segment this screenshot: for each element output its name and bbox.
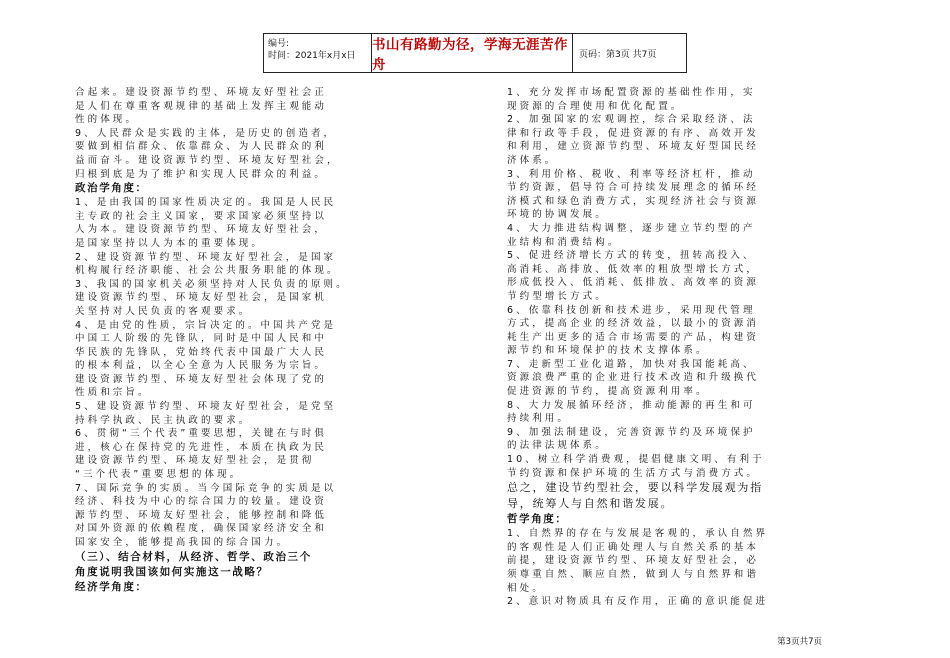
text-line: 源节约型、环境友好型社会，能够控制和降低 xyxy=(75,509,328,521)
section-heading: 角度说明我国该如何实施这一战略？ xyxy=(75,565,269,578)
text-line: 6、贯彻“三个代表”重要思想，关键在与时俱 xyxy=(75,428,327,440)
section-heading: 经济学角度： xyxy=(75,580,148,593)
header-number-label: 编号: xyxy=(268,39,290,49)
text-line: 归根到底是为了维护和实现人民群众的利益。 xyxy=(75,168,328,180)
text-line: 5、促进经济增长方式的转变，扭转高投入、 xyxy=(507,250,756,262)
header-motto: 书山有路勤为径，学海无涯苦作舟 xyxy=(372,34,573,72)
text-line: 关坚持对人民负责的客观要求。 xyxy=(75,305,252,317)
left-column xyxy=(75,86,449,595)
text-line: 节约资源和保护环境的生活方式与消费方式。 xyxy=(507,467,760,479)
text-line: 6、依靠科技创新和技术进步，采用现代管理 xyxy=(507,304,756,316)
text-line: 高消耗、高排放、低效率的粗放型增长方式， xyxy=(507,263,760,275)
text-line: 2、意识对物质具有反作用，正确的意识能促进 xyxy=(507,596,769,608)
text-line: 国家安全，能够提高我国的综合国力。 xyxy=(75,537,290,548)
text-line: 中国工人阶级的先锋队，同时是中国人民和中 xyxy=(75,333,328,345)
text-line: 要做到相信群众、依靠群众、为人民群众的利 xyxy=(75,141,328,153)
text-line: 相处。 xyxy=(507,582,545,594)
text-line: 主专政的社会主义国家，要求国家必须坚持以 xyxy=(75,210,328,222)
text-line: 建设资源节约型、环境友好型社会，是国家机 xyxy=(75,292,328,304)
header-time-label: 时间：2021年x月x日 xyxy=(268,51,356,61)
text-line: 8、大力发展循环经济，推动能源的再生和可 xyxy=(507,399,756,411)
text-line: 5、建设资源节约型、环境友好型社会，是党坚 xyxy=(75,401,337,413)
text-line: 建设资源节约型、环境友好型社会体现了党的 xyxy=(75,373,328,385)
text-line: 1、自然界的存在与发展是客观的，承认自然界 xyxy=(507,528,769,540)
header-page-label: 页码：第3页 共7页 xyxy=(579,49,657,60)
text-line: 前提，建设资源节约型、环境友好型社会，必 xyxy=(507,555,760,567)
text-line: 持科学执政、民主执政的要求。 xyxy=(75,414,252,426)
text-line: 济体系。 xyxy=(507,154,558,166)
text-line: 2、建设资源节约型、环境友好型社会，是国家 xyxy=(75,251,337,263)
text-line: 节约型增长方式。 xyxy=(507,290,608,302)
text-line: “三个代表”重要思想的体现。 xyxy=(75,469,243,481)
text-line: 资源浪费严重的企业进行技术改造和升级换代 xyxy=(507,372,760,384)
text-line: 持续利用。 xyxy=(507,413,571,425)
text-line: 业结构和消费结构。 xyxy=(507,236,621,248)
text-line: 的客观性是人们正确处理人与自然关系的基本 xyxy=(507,541,760,553)
text-line: 3、我国的国家机关必须坚持对人民负责的原则。 xyxy=(75,278,349,290)
text-line: 律和行政等手段，促进资源的有序、高效开发 xyxy=(507,127,760,139)
text-line: 1、是由我国的国家性质决定的。我国是人民民 xyxy=(75,197,337,209)
text-line: 是国家坚持以人为本的重要体现。 xyxy=(75,237,265,249)
text-line: 9、人民群众是实践的主体，是历史的创造者， xyxy=(75,127,337,139)
section-heading: 政治学角度： xyxy=(75,182,148,195)
text-line: 建设资源节约型、环境友好型社会，是贯彻 xyxy=(75,455,315,467)
text-line: 的根本利益，以全心全意为人民服务为宗旨。 xyxy=(75,360,328,372)
text-line: 进，核心在保持党的先进性，本质在执政为民 xyxy=(75,441,328,453)
text-line: 导，统筹人与自然和谐发展。 xyxy=(507,497,674,511)
text-line: 的法律法规体系。 xyxy=(507,440,608,452)
text-line: 性质和宗旨。 xyxy=(75,387,151,399)
section-heading: 哲学角度： xyxy=(507,513,568,526)
text-line: 4、是由党的性质，宗旨决定的。中国共产党是 xyxy=(75,319,337,331)
text-line: 2、加强国家的宏观调控，综合采取经济、法 xyxy=(507,114,756,126)
text-line: 总之，建设节约型社会，要以科学发展观为指 xyxy=(507,481,763,495)
section-heading: （三）、结合材料，从经济、哲学、政治三个 xyxy=(75,550,312,563)
text-line: 性的体现。 xyxy=(75,114,139,126)
text-line: 是人们在尊重客观规律的基础上发挥主观能动 xyxy=(75,100,328,112)
text-line: 耗生产出更多的适合市场需要的产品，构建资 xyxy=(507,331,760,343)
right-column xyxy=(507,86,881,609)
page-header xyxy=(263,33,687,73)
header-meta xyxy=(264,34,372,72)
text-line: 3、利用价格、税收、利率等经济杠杆，推动 xyxy=(507,168,756,180)
text-line: 7、国际竞争的实质。当今国际竞争的实质是以 xyxy=(75,482,337,494)
text-line: 现资源的合理使用和优化配置。 xyxy=(507,100,684,112)
text-line: 益而奋斗。建设资源节约型、环境友好型社会， xyxy=(75,154,340,166)
text-line: 9、加强法制建设，完善资源节约及环境保护 xyxy=(507,426,756,438)
text-line: 源节约和环境保护的技术支撑体系。 xyxy=(507,345,709,357)
text-line: 对国外资源的依赖程度，确保国家经济安全和 xyxy=(75,523,328,535)
text-line: 10、树立科学消费观，提倡健康文明、有利于 xyxy=(507,454,765,466)
page-footer: 第3页共7页 xyxy=(777,637,822,647)
text-line: 和利用，建立资源节约型、环境友好型国民经 xyxy=(507,141,760,153)
text-line: 合起来。建设资源节约型、环境友好型社会正 xyxy=(75,87,328,98)
text-line: 1、充分发挥市场配置资源的基础性作用，实 xyxy=(507,87,756,98)
text-line: 4、大力推进结构调整，逐步建立节约型的产 xyxy=(507,222,756,234)
text-line: 方式，提高企业的经济效益，以最小的资源消 xyxy=(507,318,760,330)
text-line: 环境的协调发展。 xyxy=(507,209,608,221)
text-line: 经济、科技为中心的综合国力的较量。建设资 xyxy=(75,496,328,508)
text-line: 须尊重自然、顺应自然，做到人与自然界和谐 xyxy=(507,569,760,580)
text-line: 人为本。建设资源节约型、环境友好型社会， xyxy=(75,224,328,236)
text-line: 济模式和绿色消费方式，实现经济社会与资源 xyxy=(507,195,760,207)
text-line: 形成低投入、低消耗、低排放、高效率的资源 xyxy=(507,277,760,289)
text-line: 节约资源，倡导符合可持续发展理念的循环经 xyxy=(507,182,760,194)
text-line: 机构履行经济职能、社会公共服务职能的体现。 xyxy=(75,265,340,277)
text-line: 7、走新型工业化道路，加快对我国能耗高、 xyxy=(507,358,756,370)
text-line: 华民族的先锋队，党始终代表中国最广大人民 xyxy=(75,346,328,358)
text-line: 促进资源的节约，提高资源利用率。 xyxy=(507,386,709,398)
